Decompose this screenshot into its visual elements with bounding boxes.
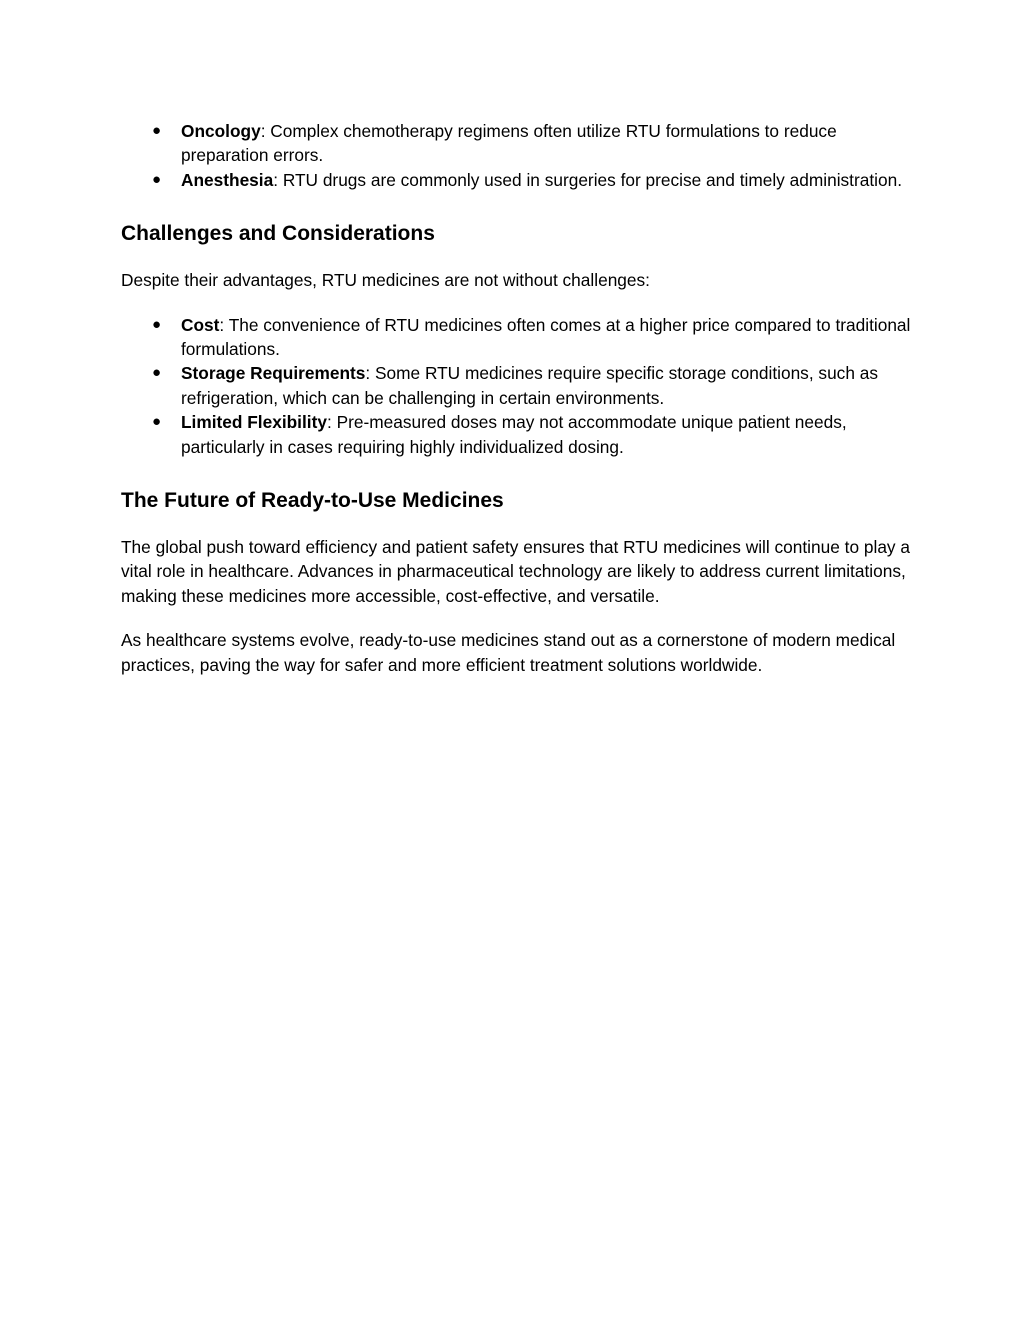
bullet-icon: ●	[152, 315, 162, 333]
list-item-term: Cost	[181, 314, 220, 335]
bullet-icon: ●	[152, 122, 162, 139]
bullet-icon: ●	[152, 413, 162, 431]
future-paragraph-2: As healthcare systems evolve, ready-to-use medicines stand out as a cornerstone of modern medical practices, paving the way for safer and more efficient treatment solutions worldwide.	[121, 630, 896, 675]
list-item-term: Limited Flexibility	[181, 412, 327, 433]
list-item	[121, 168, 911, 192]
list-item-term: Storage Requirements	[181, 363, 366, 384]
challenges-intro-paragraph: Despite their advantages, RTU medicines are not without challenges:	[121, 270, 650, 291]
bullet-icon: ●	[152, 364, 162, 382]
bullet-icon: ●	[152, 170, 162, 188]
list-item-text: : Pre-measured doses may not accommodate unique patient needs, particularly in cases requiring highly individualized dosing.	[181, 412, 847, 457]
list-item-text: : Complex chemotherapy regimens often utilize RTU formulations to reduce preparation errors.	[181, 121, 837, 166]
future-paragraph-1: The global push toward efficiency and patient safety ensures that RTU medicines will continue to play a vital role in healthcare. Advances in pharmaceutical technology are likely to address current limitations, making these medicines more accessible, cost-effective, and versatile.	[121, 537, 910, 606]
list-item-text: : RTU drugs are commonly used in surgeries for precise and timely administration.	[273, 169, 903, 190]
list-item	[121, 361, 911, 410]
list-item	[121, 119, 911, 168]
challenges-list	[121, 313, 911, 459]
list-item-text: : Some RTU medicines require specific storage conditions, such as refrigeration, which can be challenging in certain environments.	[181, 363, 878, 408]
document-page	[121, 119, 911, 677]
list-item	[121, 313, 911, 362]
list-item-term: Oncology	[181, 121, 261, 141]
applications-list	[121, 119, 911, 192]
list-item-term: Anesthesia	[181, 169, 274, 190]
section-heading-challenges: Challenges and Considerations	[121, 222, 435, 246]
section-heading-future: The Future of Ready-to-Use Medicines	[121, 489, 504, 513]
list-item	[121, 410, 911, 459]
list-item-text: : The convenience of RTU medicines often comes at a higher price compared to traditional formulations.	[181, 314, 911, 360]
